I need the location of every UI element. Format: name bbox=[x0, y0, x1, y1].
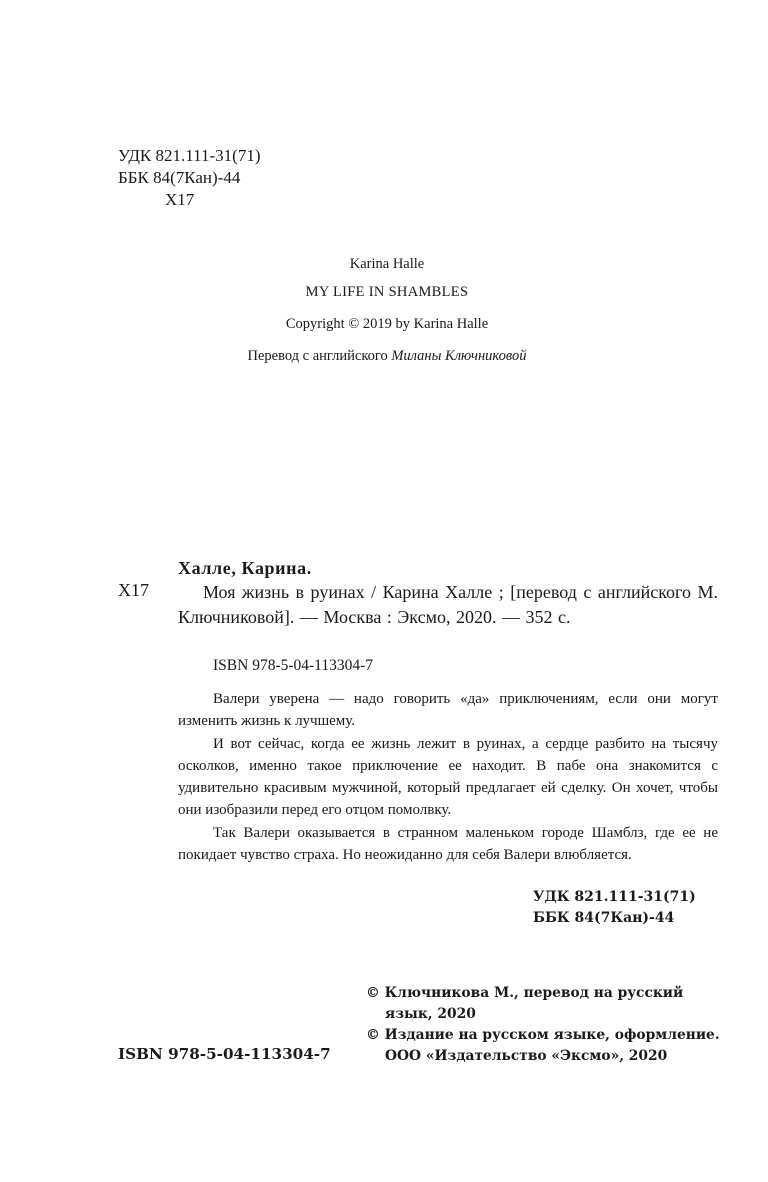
annotation-paragraph: Так Валери оказывается в странном маленьком городе Шамблз, где ее не покидает чувство страха. Но неожиданно для себя Валери влюбляется. bbox=[178, 824, 718, 864]
original-author: Karina Halle bbox=[349, 256, 425, 272]
annotation-paragraph: И вот сейчас, когда ее жизнь лежит в руинах, а сердце разбито на тысячу осколков, именно такое приключение ее находит. В пабе она знакомится с удивительно красивым мужчиной, который предлагает ей сделку. Он хочет, чтобы они изобразили перед его отцом помолвку. bbox=[178, 735, 718, 819]
translator-name: Миланы Ключниковой bbox=[391, 348, 527, 364]
catalog-description: Моя жизнь в руинах / Карина Халле ; [перевод с английского М. Ключниковой]. — Москва : Эксмо, 2020. — 352 с. bbox=[178, 582, 718, 627]
translation-copyright-cont: язык, 2020 bbox=[385, 1006, 476, 1022]
udk-code-bottom: УДК 821.111-31(71) bbox=[533, 889, 696, 905]
edition-copyright-cont: ООО «Издательство «Эксмо», 2020 bbox=[385, 1048, 668, 1064]
translation-credit bbox=[3, 348, 768, 365]
catalog-author: Халле, Карина. bbox=[178, 558, 312, 578]
translation-copyright: © Ключникова М., перевод на русский bbox=[366, 985, 684, 1001]
annotation-paragraph: Валери уверена — надо говорить «да» приключениям, если они могут изменить жизнь к лучшему. bbox=[178, 691, 718, 730]
annotation bbox=[178, 688, 718, 866]
edition-copyright: © Издание на русском языке, оформление. bbox=[366, 1027, 720, 1043]
catalog-author-mark: Х17 bbox=[118, 580, 149, 600]
bbk-code-bottom: ББК 84(7Кан)-44 bbox=[533, 910, 675, 926]
bbk-code-top: ББК 84(7Кан)-44 bbox=[118, 168, 241, 187]
udk-code-top: УДК 821.111-31(71) bbox=[118, 146, 261, 165]
isbn-bottom: ISBN 978-5-04-113304-7 bbox=[118, 1045, 331, 1063]
original-copyright: Copyright © 2019 by Karina Halle bbox=[285, 316, 489, 332]
author-mark-top: Х17 bbox=[165, 190, 195, 209]
original-title: MY LIFE IN SHAMBLES bbox=[305, 284, 469, 300]
translation-prefix: Перевод с английского bbox=[247, 348, 388, 364]
catalog-isbn: ISBN 978-5-04-113304-7 bbox=[213, 657, 374, 674]
